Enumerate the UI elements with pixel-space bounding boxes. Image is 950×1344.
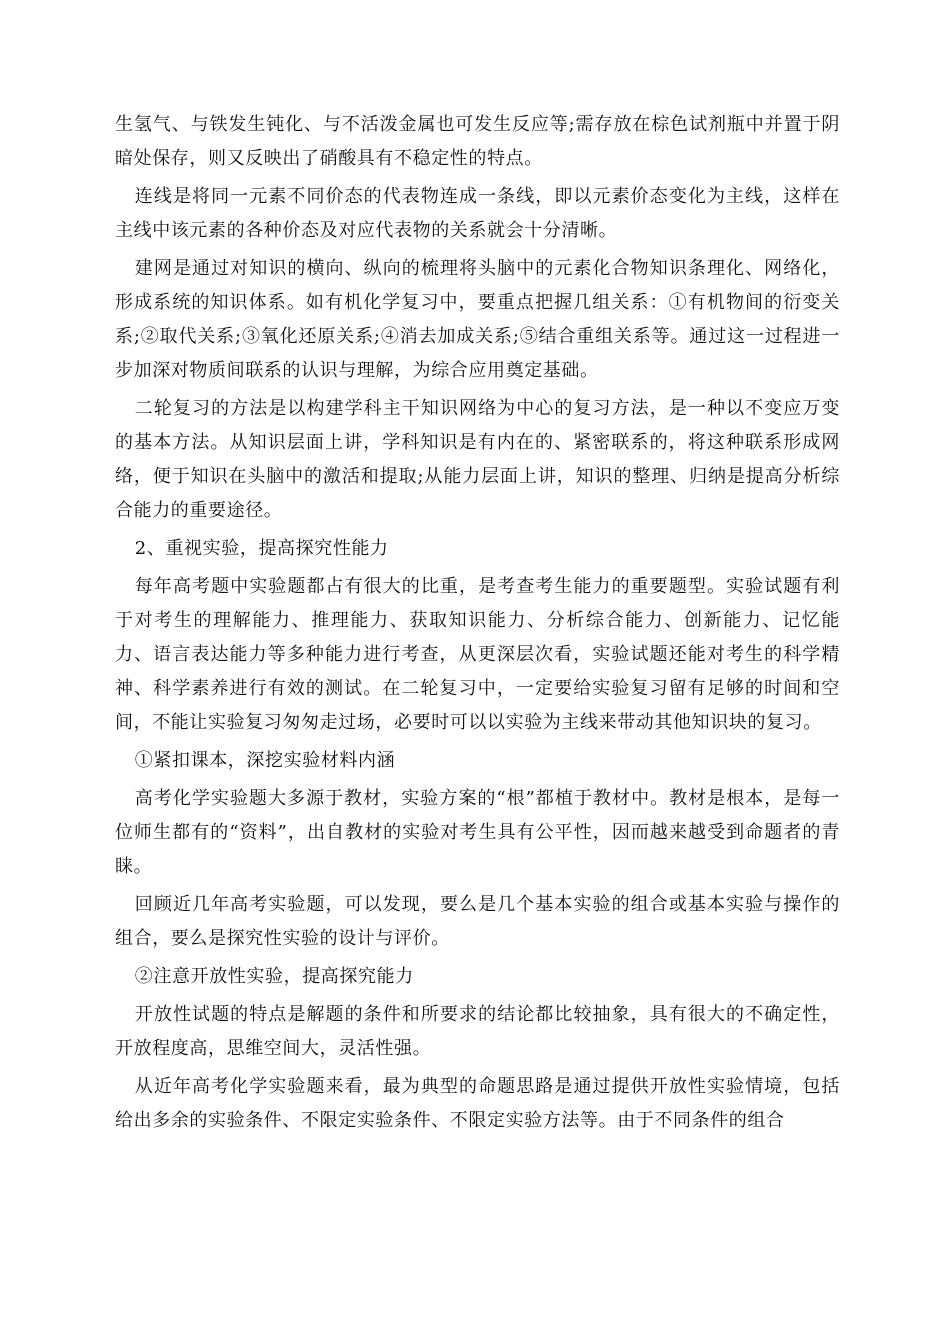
paragraph-5: 每年高考题中实验题都占有很大的比重，是考查考生能力的重要题型。实验试题有利于对考生的理解能力、推理能力、获取知识能力、分析综合能力、创新能力、记忆能力、语言表达能力等多种能力进行考查，从更深层次看，实验试题还能对考生的科学精神、科学素养进行有效的测试。在二轮复习中，一定要给实验复习留有足够的时间和空间，不能让实验复习匆匆走过场，必要时可以以实验为主线来带动其他知识块的复习。 <box>115 576 840 733</box>
paragraph-8: 开放性试题的特点是解题的条件和所要求的结论都比较抽象，具有很大的不确定性，开放程度高，思维空间大，灵活性强。 <box>115 1004 840 1059</box>
paragraph-1: 生氢气、与铁发生钝化、与不活泼金属也可发生反应等;需存放在棕色试剂瓶中并置于阴暗处保存，则又反映出了硝酸具有不稳定性的特点。 <box>115 114 840 169</box>
subheading-textbook: ①紧扣课本，深挖实验材料内涵 <box>134 750 396 771</box>
subheading-open-experiments: ②注意开放性实验，提高探究能力 <box>134 966 414 987</box>
document-body <box>115 108 840 1142</box>
paragraph-6: 高考化学实验题大多源于教材，实验方案的“根”都植于教材中。教材是根本，是每一位师生都有的“资料”，出自教材的实验对考生具有公平性，因而越来越受到命题者的青睐。 <box>115 788 840 877</box>
paragraph-9: 从近年高考化学实验题来看，最为典型的命题思路是通过提供开放性实验情境，包括给出多余的实验条件、不限定实验条件、不限定实验方法等。由于不同条件的组合 <box>115 1076 840 1131</box>
paragraph-2: 连线是将同一元素不同价态的代表物连成一条线，即以元素价态变化为主线，这样在主线中该元素的各种价态及对应代表物的关系就会十分清晰。 <box>115 186 840 241</box>
paragraph-4: 二轮复习的方法是以构建学科主干知识网络为中心的复习方法，是一种以不变应万变的基本方法。从知识层面上讲，学科知识是有内在的、紧密联系的，将这种联系形成网络，便于知识在头脑中的激活和提取;从能力层面上讲，知识的整理、归纳是提高分析综合能力的重要途径。 <box>115 398 840 521</box>
paragraph-3: 建网是通过对知识的横向、纵向的梳理将头脑中的元素化合物知识条理化、网络化，形成系统的知识体系。如有机化学复习中，要重点把握几组关系：①有机物间的衍变关系;②取代关系;③氧化还原关系;④消去加成关系;⑤结合重组关系等。通过这一过程进一步加深对物质间联系的认识与理解，为综合应用奠定基础。 <box>115 258 840 381</box>
paragraph-7: 回顾近几年高考实验题，可以发现，要么是几个基本实验的组合或基本实验与操作的组合，要么是探究性实验的设计与评价。 <box>115 894 840 949</box>
section-heading-experiments: 2、重视实验，提高探究性能力 <box>134 538 389 559</box>
